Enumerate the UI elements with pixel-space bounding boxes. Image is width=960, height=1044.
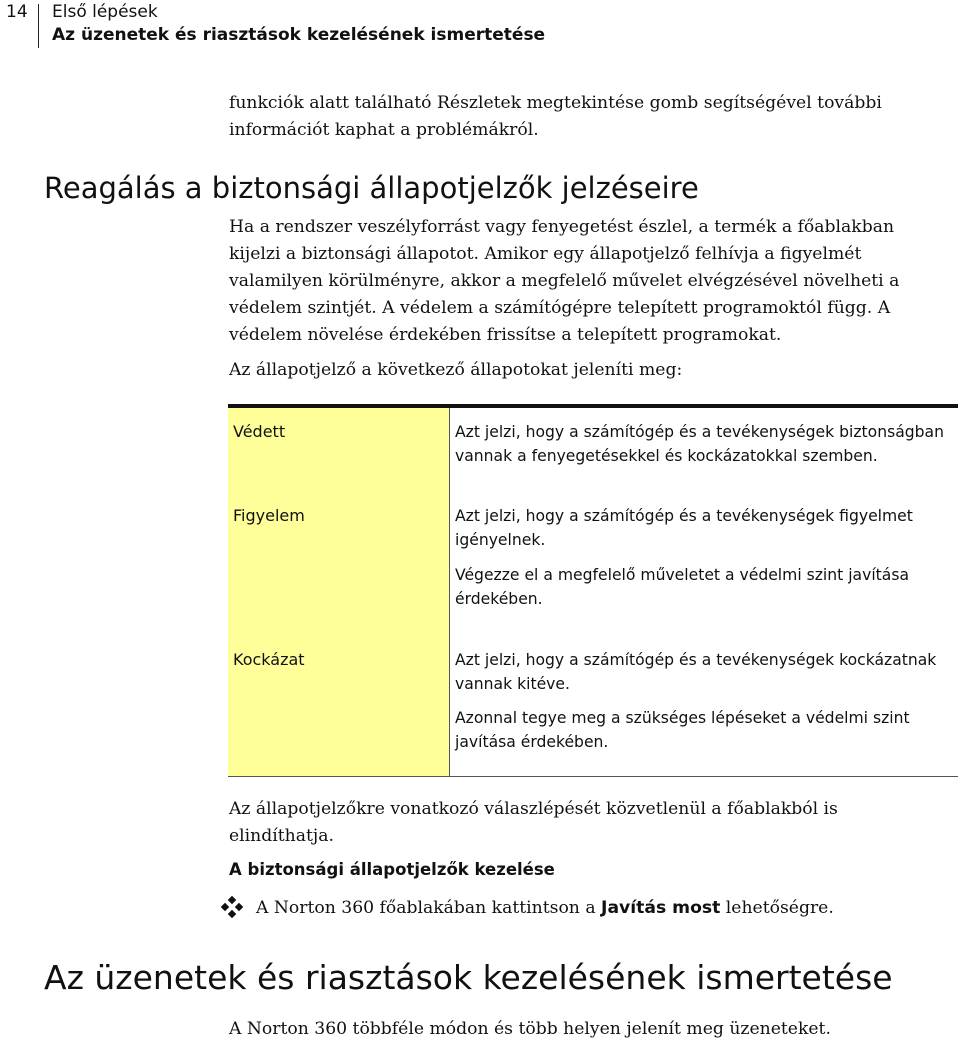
- status-label-protected: Védett: [233, 422, 286, 441]
- description-line: Azt jelzi, hogy a számítógép és a tevékenységek figyelmet: [455, 507, 913, 525]
- section-paragraph: A Norton 360 többféle módon és több helyen jelenít meg üzeneteket.: [229, 1019, 831, 1039]
- action-line: Azonnal tegye meg a szükséges lépéseket a védelmi szint: [455, 709, 910, 727]
- status-label-risk: Kockázat: [233, 650, 305, 669]
- after-table-paragraph: [229, 796, 949, 850]
- procedure-step: [256, 895, 956, 922]
- section-heading: Reagálás a biztonsági állapotjelzők jelzéseire: [44, 171, 699, 205]
- paragraph-line: kijelzi a biztonsági állapotot. Amikor egy állapotjelző felhívja a figyelmét: [229, 244, 862, 264]
- intro-line: információt kaphat a problémákról.: [229, 120, 539, 140]
- paragraph-line: valamilyen körülményre, akkor a megfelelő művelet elvégzésével növelheti a: [229, 271, 900, 291]
- status-table: [228, 404, 958, 777]
- action-line: érdekében.: [455, 590, 543, 608]
- status-action: [455, 706, 955, 754]
- chapter-title: Első lépések: [52, 2, 158, 22]
- label-column-background: [228, 408, 449, 776]
- description-line: vannak a fenyegetésekkel és kockázatokkal szemben.: [455, 447, 878, 465]
- procedure-heading: A biztonsági állapotjelzők kezelése: [229, 860, 555, 879]
- table-lead-text: Az állapotjelző a következő állapotokat jeleníti meg:: [229, 360, 683, 380]
- table-bottom-rule: [228, 776, 958, 777]
- action-line: Végezze el a megfelelő műveletet a védelmi szint javítása: [455, 566, 910, 584]
- paragraph-line: elindíthatja.: [229, 826, 334, 846]
- status-description: [455, 420, 955, 468]
- description-line: Azt jelzi, hogy a számítógép és a tevékenységek biztonságban: [455, 423, 944, 441]
- running-section-title: Az üzenetek és riasztások kezelésének ismertetése: [52, 25, 546, 45]
- fix-now-option: Javítás most: [601, 898, 721, 918]
- intro-line: funkciók alatt található Részletek megtekintése gomb segítségével további: [229, 93, 882, 113]
- intro-paragraph: [229, 90, 949, 144]
- action-line: javítása érdekében.: [455, 733, 609, 751]
- description-line: igényelnek.: [455, 531, 546, 549]
- description-line: vannak kitéve.: [455, 675, 570, 693]
- paragraph-line: Ha a rendszer veszélyforrást vagy fenyegetést észlel, a termék a főablakban: [229, 217, 895, 237]
- paragraph-line: Az állapotjelzőkre vonatkozó válaszlépését közvetlenül a főablakból is: [229, 799, 838, 819]
- status-action: [455, 563, 955, 611]
- section-paragraph: [229, 214, 949, 349]
- paragraph-line: védelem szintjét. A védelem a számítógépre telepített programoktól függ. A: [229, 298, 891, 318]
- section-heading: Az üzenetek és riasztások kezelésének ismertetése: [44, 958, 893, 997]
- header-divider: [38, 4, 39, 48]
- page-number: 14: [6, 2, 28, 22]
- paragraph-line: védelem növelése érdekében frissítse a telepített programokat.: [229, 325, 782, 345]
- page-header: [0, 0, 960, 52]
- description-line: Azt jelzi, hogy a számítógép és a tevékenységek kockázatnak: [455, 651, 937, 669]
- step-text: A Norton 360 főablakában kattintson a: [256, 898, 602, 918]
- column-divider: [449, 408, 450, 776]
- status-description: [455, 648, 955, 696]
- step-text: lehetőségre.: [720, 898, 834, 918]
- status-label-attention: Figyelem: [233, 506, 305, 525]
- status-description: [455, 504, 955, 552]
